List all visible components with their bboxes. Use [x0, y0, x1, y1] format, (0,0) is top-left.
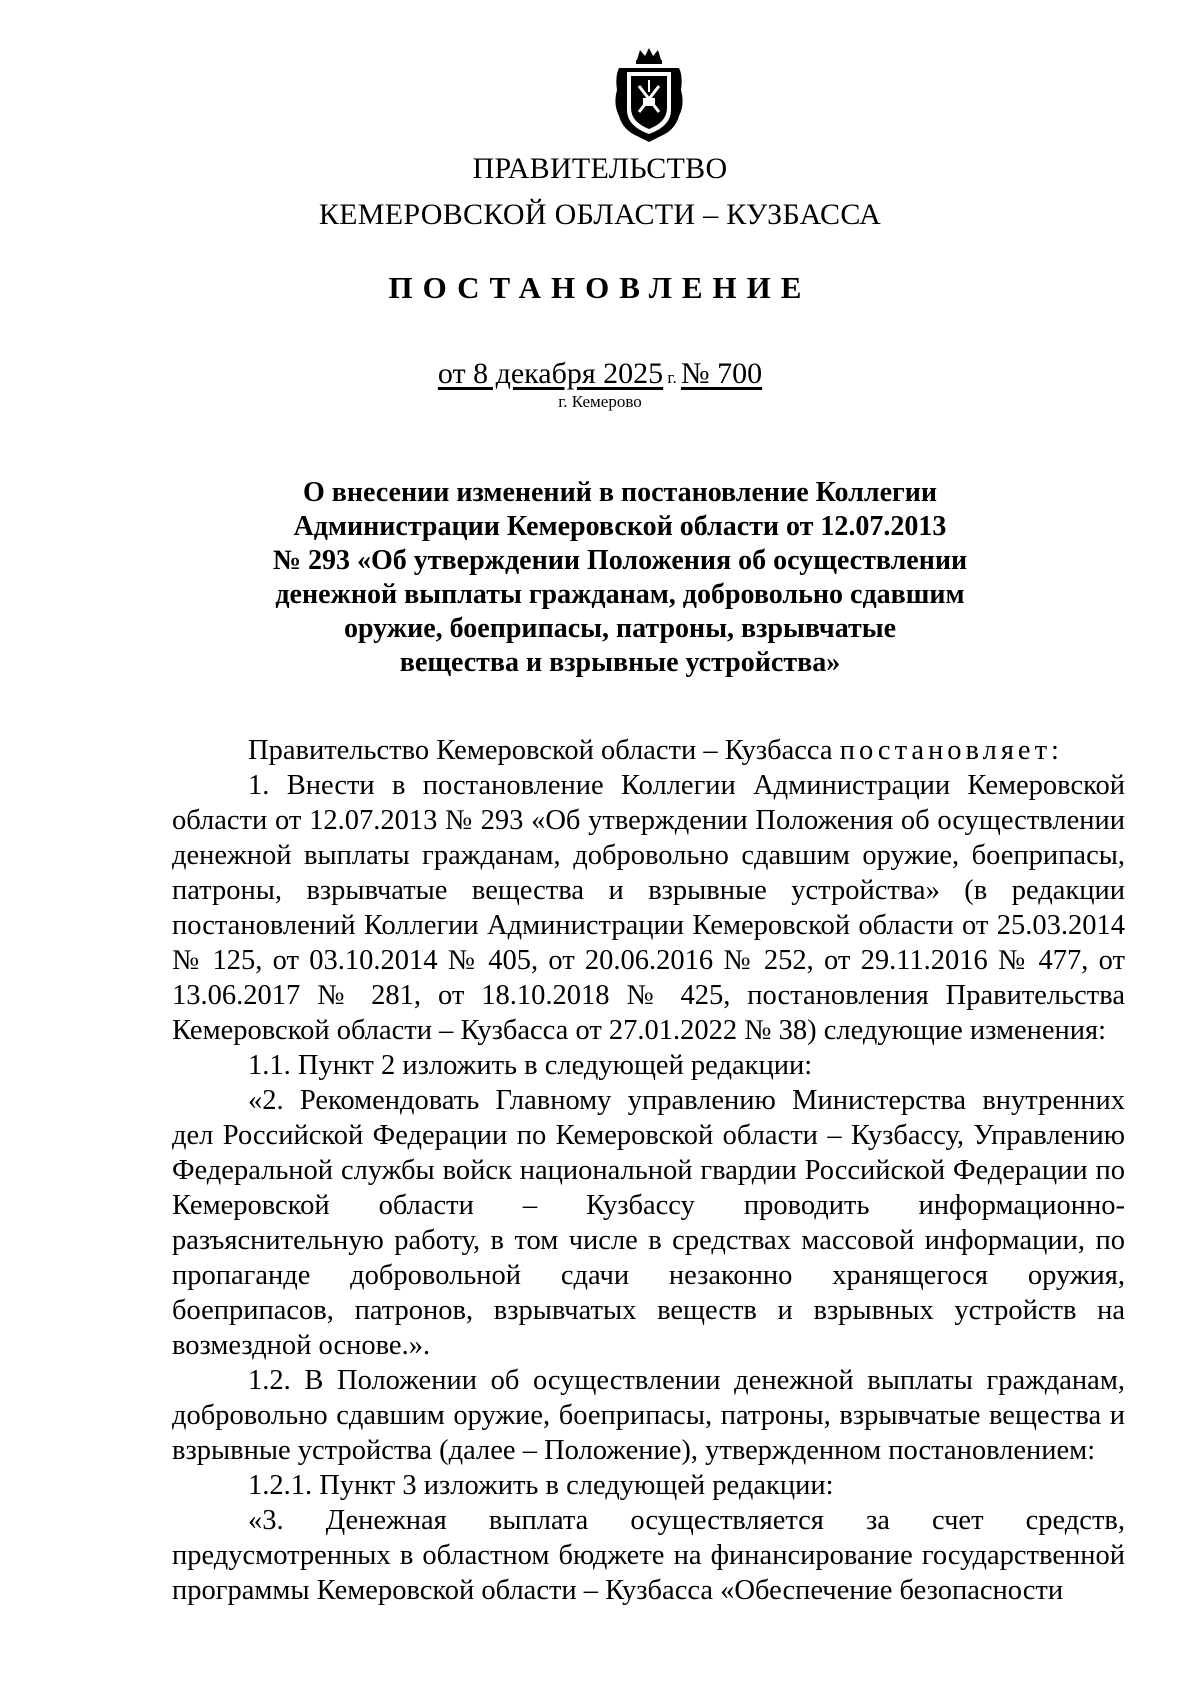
paragraph-1-1-text: «2. Рекомендовать Главному управлению Министерства внутренних дел Российской Федерации по Кемеровской области – Кузбассу, Управлению Федеральной службы войск национальной гвардии Российской Федерации по Кемеровской области – Кузбассу проводить информационно-разъяснительную работу, в том числе в средствах массовой информации, по пропаганде добровольной сдачи незаконно хранящегося оружия, боеприпасов, патронов, взрывчатых веществ и взрывных устройств на возмездной основе.». [172, 1085, 1125, 1361]
paragraph-1-2: 1.2. В Положении об осуществлении денежной выплаты гражданам, добровольно сдавшим оружие, боеприпасы, патроны, взрывчатые вещества и взрывные устройства (далее – Положение), утвержденном постановлением: [172, 1365, 1125, 1466]
intro-spaced-verb: постановляет: [839, 735, 1063, 766]
title-line: Администрации Кемеровской области от 12.07.2013 [293, 511, 947, 542]
document-date: от 8 декабря 2025 [437, 357, 664, 390]
intro-paragraph [172, 733, 1125, 768]
organization-name-line2: КЕМЕРОВСКОЙ ОБЛАСТИ – КУЗБАССА [318, 198, 882, 231]
paragraph-1: 1. Внести в постановление Коллегии Администрации Кемеровской области от 12.07.2013 № 293 «Об утверждении Положения об осуществлении денежной выплаты гражданам, добровольно сдавшим оружие, боеприпасы, патроны, взрывчатые вещества и взрывные устройства» (в редакции постановлений Коллегии Администрации Кемеровской области от 25.03.2014 № 125, от 03.10.2014 № 405, от 20.06.2016 № 252, от 29.11.2016 № 477, от 13.06.2017 № 281, от 18.10.2018 № 425, постановления Правительства Кемеровской области – Кузбасса от 27.01.2022 № 38) следующие изменения: [172, 770, 1125, 1046]
title-line: вещества и взрывные устройства» [399, 647, 841, 678]
title-line: № 293 «Об утверждении Положения об осуществлении [272, 545, 968, 576]
document-type-heading: ПОСТАНОВЛЕНИЕ [388, 270, 812, 305]
title-line: оружие, боеприпасы, патроны, взрывчатые [343, 613, 897, 644]
document-number: 700 [709, 357, 763, 390]
organization-name-line1: ПРАВИТЕЛЬСТВО [472, 152, 728, 185]
title-line: денежной выплаты гражданам, добровольно сдавшим [275, 579, 965, 610]
document-date-number [0, 357, 1200, 391]
intro-text: Правительство Кемеровской области – Кузбасса [248, 735, 840, 766]
document-city: г. Кемерово [558, 392, 642, 411]
document-title [240, 476, 1000, 680]
document-body [172, 733, 1125, 1608]
paragraph-1-2-1: 1.2.1. Пункт 3 изложить в следующей редакции: [248, 1470, 834, 1501]
year-suffix: г. [663, 368, 681, 387]
paragraph-1-2-1-text: «3. Денежная выплата осуществляется за счет средств, предусмотренных в областном бюджете на финансирование государственной программы Кемеровской области – Кузбасса «Обеспечение безопасности [172, 1505, 1125, 1606]
title-line: О внесении изменений в постановление Коллегии [302, 477, 937, 508]
paragraph-1-1: 1.1. Пункт 2 изложить в следующей редакции: [248, 1050, 813, 1081]
coat-of-arms-emblem [609, 46, 689, 144]
number-sign: № [680, 357, 710, 390]
